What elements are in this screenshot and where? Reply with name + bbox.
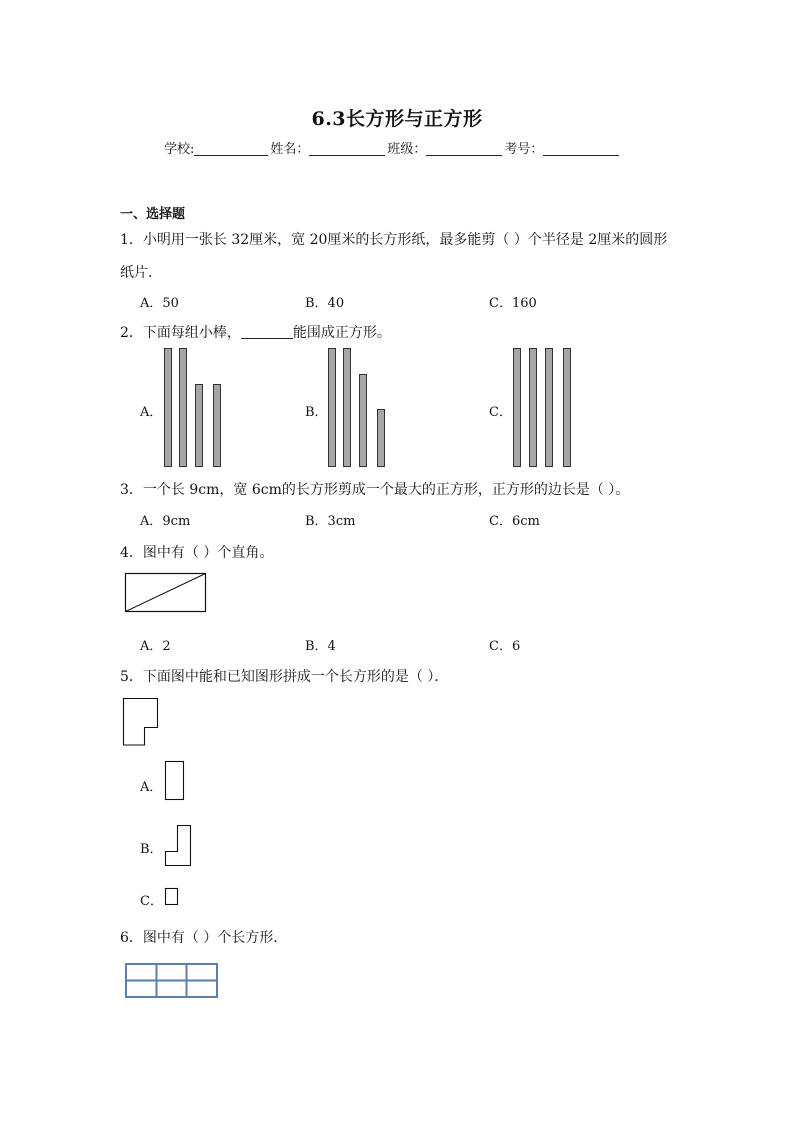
inverted-l-shape-figure bbox=[165, 825, 192, 867]
name-label: 姓名： bbox=[270, 142, 310, 157]
stick-a2 bbox=[179, 348, 187, 467]
section-title: 一、选择题 bbox=[120, 207, 186, 222]
q1-option-a[interactable]: A．50 bbox=[140, 296, 179, 311]
question-6-stem: 6．图中有（ ）个长方形． bbox=[120, 930, 288, 946]
stick-c2 bbox=[529, 348, 537, 467]
school-label: 学校: bbox=[164, 142, 195, 157]
stick-b1 bbox=[328, 348, 336, 467]
q3-option-a[interactable]: A．9cm bbox=[140, 514, 191, 529]
student-info-line bbox=[164, 138, 621, 157]
question-1-stem: 1．小明用一张长 32厘米，宽 20厘米的长方形纸，最多能剪（ ）个半径是 2厘米的圆形 bbox=[120, 232, 668, 248]
stick-b2 bbox=[343, 348, 351, 467]
page-title: 6.3长方形与正方形 bbox=[311, 108, 483, 130]
question-4-stem: 4．图中有（ ）个直角。 bbox=[120, 545, 274, 561]
q4-option-b[interactable]: B．4 bbox=[305, 639, 336, 654]
rectangle-grid-figure bbox=[125, 963, 219, 999]
small-rectangle-figure bbox=[165, 888, 179, 906]
q5-option-c[interactable]: C． bbox=[140, 894, 163, 909]
class-field[interactable] bbox=[426, 142, 502, 156]
question-2-stem-before: 2．下面每组小棒， bbox=[120, 325, 241, 341]
tall-rectangle-figure bbox=[165, 761, 185, 801]
stick-c3 bbox=[545, 348, 553, 467]
q2-option-a[interactable]: A． bbox=[140, 405, 163, 420]
question-1-stem-cont: 纸片． bbox=[120, 265, 162, 281]
q4-option-c[interactable]: C．6 bbox=[489, 639, 521, 654]
q5-option-b[interactable]: B． bbox=[140, 842, 163, 857]
exam-no-field[interactable] bbox=[543, 142, 619, 156]
question-5-stem: 5．下面图中能和已知图形拼成一个长方形的是（ ）． bbox=[120, 669, 449, 685]
stick-a3 bbox=[195, 384, 203, 467]
rectangle-with-diagonal-figure bbox=[125, 573, 207, 613]
q5-option-a[interactable]: A． bbox=[140, 780, 163, 795]
q4-option-a[interactable]: A．2 bbox=[140, 639, 171, 654]
question-2-stem bbox=[120, 322, 391, 342]
q3-option-c[interactable]: C．6cm bbox=[489, 514, 540, 529]
stick-b3 bbox=[359, 374, 367, 467]
stick-a4 bbox=[213, 384, 221, 467]
q1-option-c[interactable]: C．160 bbox=[489, 296, 537, 311]
stick-c1 bbox=[513, 348, 521, 467]
school-field[interactable] bbox=[194, 142, 268, 156]
question-2-stem-after: 能围成正方形。 bbox=[292, 325, 391, 341]
question-3-stem: 3．一个长 9cm，宽 6cm的长方形剪成一个最大的正方形，正方形的边长是（ ）。 bbox=[120, 482, 630, 498]
class-label: 班级： bbox=[387, 142, 427, 157]
q2-option-c[interactable]: C． bbox=[489, 405, 512, 420]
given-l-shape-figure bbox=[123, 698, 159, 746]
q2-option-b[interactable]: B． bbox=[305, 405, 328, 420]
stick-a1 bbox=[164, 348, 172, 467]
q1-option-b[interactable]: B．40 bbox=[305, 296, 345, 311]
stick-c4 bbox=[563, 348, 571, 467]
stick-b4 bbox=[377, 409, 385, 467]
answer-blank[interactable] bbox=[241, 326, 293, 339]
exam-no-label: 考号： bbox=[504, 142, 544, 157]
name-field[interactable] bbox=[309, 142, 385, 156]
q3-option-b[interactable]: B．3cm bbox=[305, 514, 356, 529]
